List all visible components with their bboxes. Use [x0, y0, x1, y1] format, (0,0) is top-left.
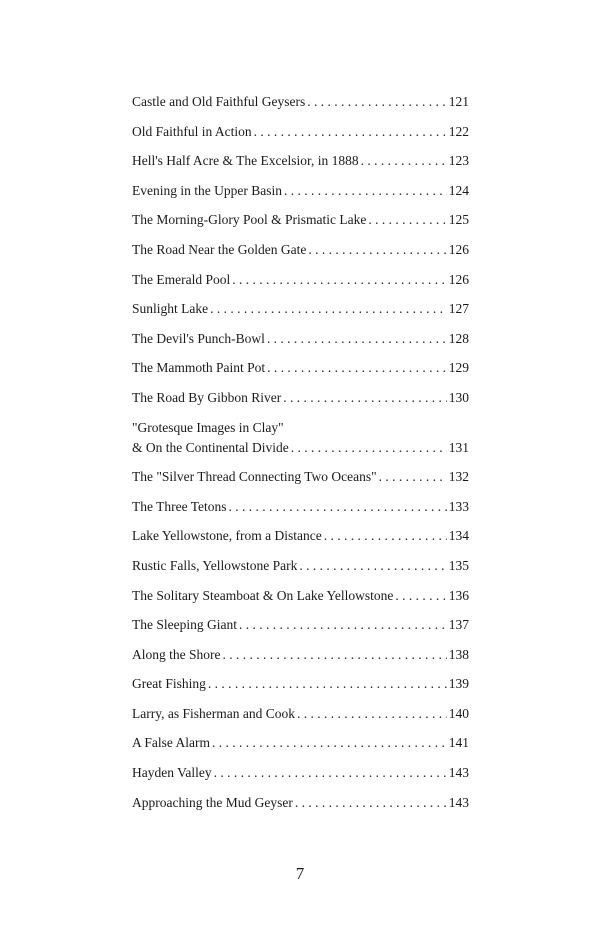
toc-entry	[132, 240, 469, 260]
toc-entry	[132, 181, 469, 201]
toc-entry-page: 123	[448, 153, 469, 169]
leader-dots	[283, 388, 447, 408]
toc-entry-page: 126	[448, 241, 469, 257]
toc-entry	[132, 526, 469, 546]
leader-dots	[214, 763, 447, 783]
toc-entry-page: 138	[448, 646, 469, 662]
leader-dots	[212, 733, 447, 753]
toc-entry-page: 133	[448, 498, 469, 514]
leader-dots	[299, 556, 446, 576]
toc-entry-title: The Sleeping Giant	[132, 617, 237, 633]
toc-entry-title: Great Fishing	[132, 676, 206, 692]
toc-entry-page: 122	[448, 123, 469, 139]
table-of-contents	[132, 92, 469, 822]
toc-entry	[132, 270, 469, 290]
toc-entry	[132, 763, 469, 783]
toc-entry-page: 126	[448, 271, 469, 287]
toc-entry-title: Lake Yellowstone, from a Distance	[132, 528, 322, 544]
toc-entry-page: 143	[448, 794, 469, 810]
leader-dots	[254, 122, 447, 142]
toc-entry	[132, 733, 469, 753]
toc-entry	[132, 299, 469, 319]
toc-entry-title: Hell's Half Acre & The Excelsior, in 1888	[132, 153, 359, 169]
toc-entry	[132, 586, 469, 606]
toc-entry-page: 140	[448, 705, 469, 721]
toc-entry-title: A False Alarm	[132, 735, 210, 751]
leader-dots	[307, 92, 447, 112]
toc-entry-title: Approaching the Mud Geyser	[132, 794, 293, 810]
toc-entry	[132, 418, 469, 458]
leader-dots	[210, 299, 447, 319]
toc-entry-page: 134	[448, 528, 469, 544]
toc-entry	[132, 388, 469, 408]
leader-dots	[267, 358, 447, 378]
toc-entry	[132, 615, 469, 635]
leader-dots	[368, 210, 446, 230]
toc-entry-page: 130	[448, 389, 469, 405]
toc-entry	[132, 556, 469, 576]
leader-dots	[324, 526, 447, 546]
toc-entry-page: 135	[448, 557, 469, 573]
toc-entry-page: 137	[448, 617, 469, 633]
toc-entry-title: Evening in the Upper Basin	[132, 182, 282, 198]
toc-entry-page: 141	[448, 735, 469, 751]
leader-dots	[284, 181, 447, 201]
toc-entry-title: Larry, as Fisherman and Cook	[132, 705, 295, 721]
toc-entry-title-line: "Grotesque Images in Clay"	[132, 419, 284, 435]
toc-entry-page: 128	[448, 330, 469, 346]
toc-entry-title: The "Silver Thread Connecting Two Oceans"	[132, 469, 377, 485]
toc-entry-page: 129	[448, 360, 469, 376]
leader-dots	[291, 438, 447, 458]
toc-entry	[132, 497, 469, 517]
leader-dots	[395, 586, 446, 606]
toc-entry-title: Sunlight Lake	[132, 301, 209, 317]
toc-entry-title: The Solitary Steamboat & On Lake Yellowstone	[132, 587, 394, 603]
leader-dots	[267, 329, 447, 349]
toc-entry-title: Along the Shore	[132, 646, 221, 662]
leader-dots	[239, 615, 447, 635]
toc-entry	[132, 329, 469, 349]
toc-entry-page: 143	[448, 765, 469, 781]
toc-entry-title: Old Faithful in Action	[132, 123, 252, 139]
leader-dots	[295, 793, 447, 813]
toc-entry-title: The Road By Gibbon River	[132, 389, 282, 405]
toc-entry-page: 136	[448, 587, 469, 603]
toc-entry-page: 127	[448, 301, 469, 317]
toc-entry	[132, 92, 469, 112]
toc-entry-page: 124	[448, 182, 469, 198]
toc-entry	[132, 122, 469, 142]
toc-entry	[132, 151, 469, 171]
toc-entry-title: The Morning-Glory Pool & Prismatic Lake	[132, 212, 367, 228]
toc-entry	[132, 467, 469, 487]
leader-dots	[232, 270, 447, 290]
leader-dots	[223, 645, 447, 665]
toc-entry-title: The Mammoth Paint Pot	[132, 360, 266, 376]
toc-entry	[132, 704, 469, 724]
toc-entry	[132, 358, 469, 378]
leader-dots	[297, 704, 447, 724]
toc-entry-title: The Devil's Punch-Bowl	[132, 330, 265, 346]
toc-entry	[132, 674, 469, 694]
toc-entry-title: Hayden Valley	[132, 765, 212, 781]
toc-entry-page: 131	[448, 439, 469, 455]
toc-entry-page: 132	[448, 469, 469, 485]
toc-entry	[132, 210, 469, 230]
toc-entry-title: The Three Tetons	[132, 498, 227, 514]
toc-entry-page: 121	[448, 94, 469, 109]
toc-entry	[132, 793, 469, 813]
toc-entry-page: 125	[448, 212, 469, 228]
leader-dots	[229, 497, 447, 517]
toc-entry-title: & On the Continental Divide	[132, 439, 289, 455]
toc-entry-title: The Emerald Pool	[132, 271, 231, 287]
leader-dots	[361, 151, 447, 171]
toc-entry-title: Castle and Old Faithful Geysers	[132, 94, 306, 109]
leader-dots	[308, 240, 446, 260]
toc-entry-title: Rustic Falls, Yellowstone Park	[132, 557, 298, 573]
toc-entry	[132, 645, 469, 665]
toc-entry-title: The Road Near the Golden Gate	[132, 241, 307, 257]
toc-entry-page: 139	[448, 676, 469, 692]
leader-dots	[379, 467, 447, 487]
leader-dots	[208, 674, 447, 694]
page-number: 7	[295, 864, 305, 883]
